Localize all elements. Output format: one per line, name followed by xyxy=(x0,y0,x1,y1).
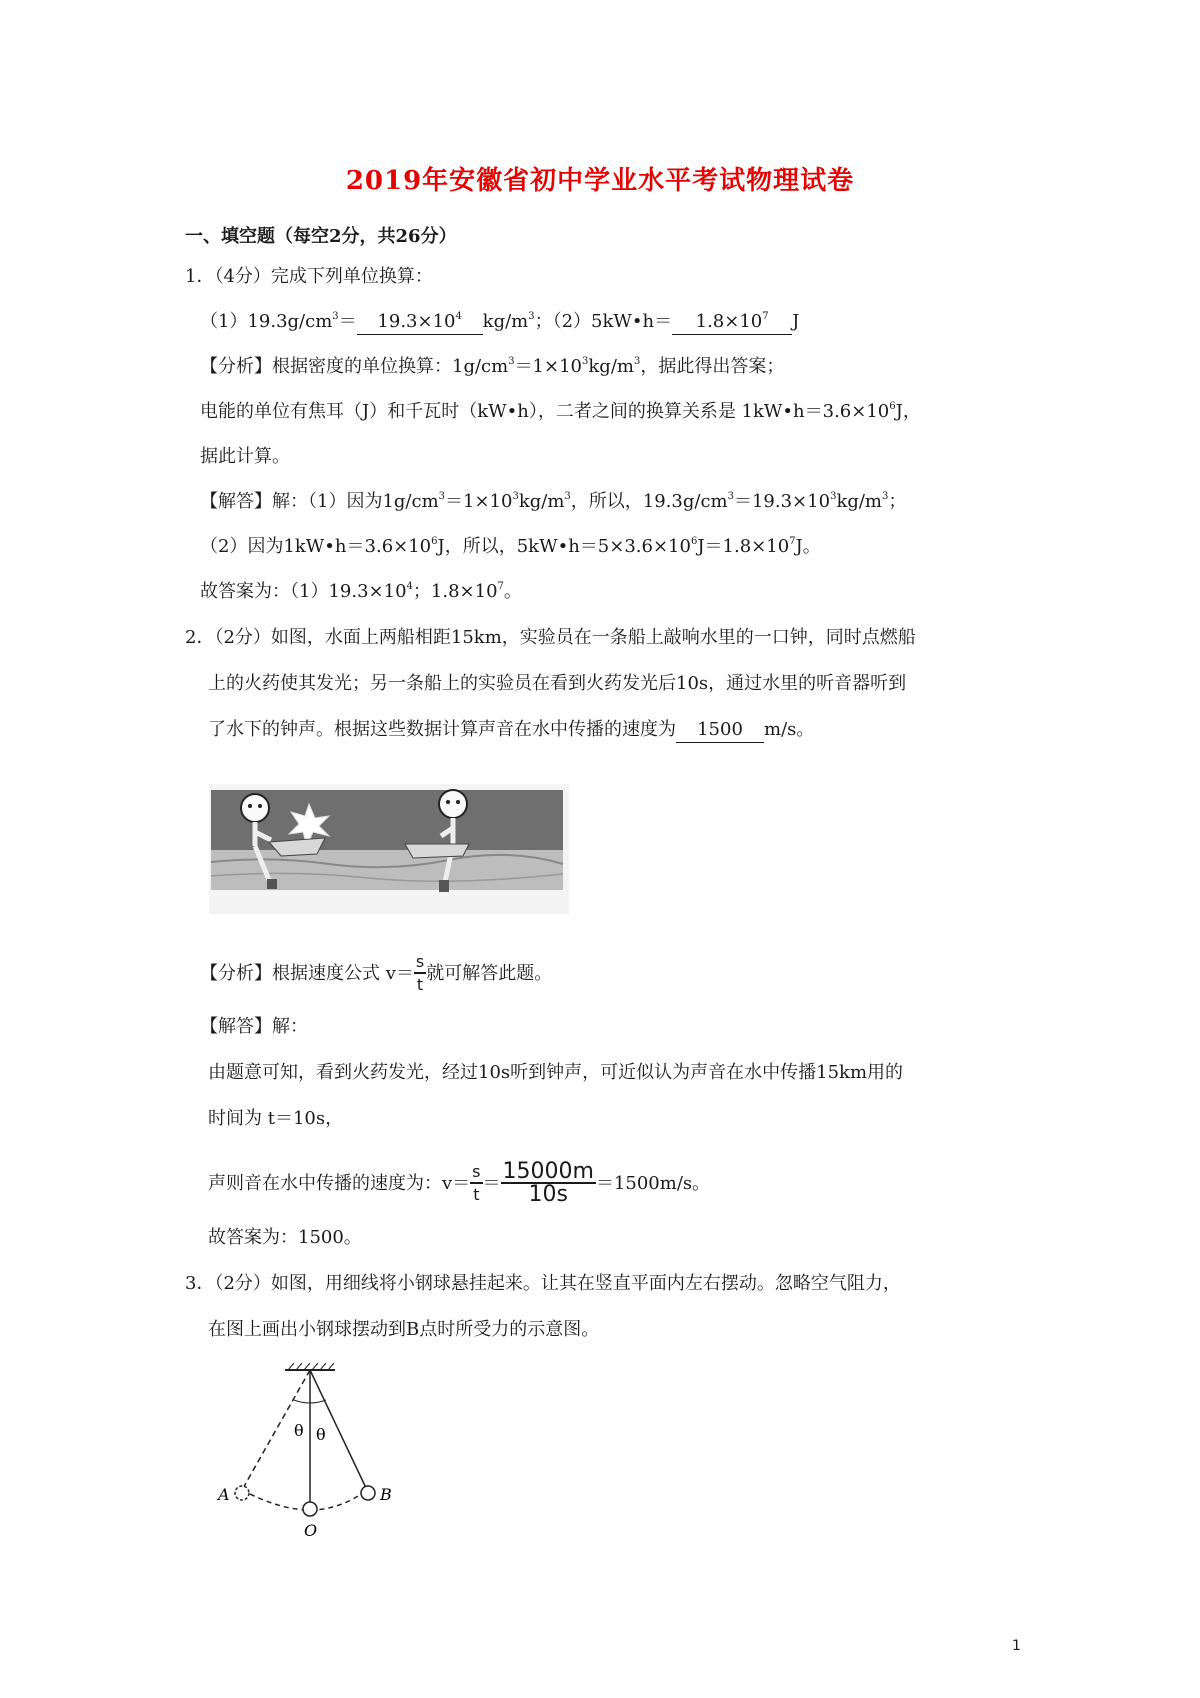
q2-stem-line2: 上的火药使其发光；另一条船上的实验员在看到火药发光后10s，通过水里的听音器听到 xyxy=(208,673,907,694)
q1-final-answer: 故答案为：$(1)19.3\times 10^4$；$1.8\times 10^7$。 xyxy=(200,581,522,602)
q1-analysis-line2: 电能的单位有焦耳（J）和千瓦时（kW•h），二者之间的换算关系是 $1kW•h=3.6\times 10^6J$， xyxy=(200,401,921,422)
q2-solution-head: 【解答】解： xyxy=(200,1016,308,1037)
q1-analysis-line1: 【分析】根据密度的单位换算：$1g/cm^3=1\times 10^3kg/m^3$，据此得出答案； xyxy=(200,356,785,377)
point-O-label: O xyxy=(304,1521,318,1540)
q2-stem-line3: 了水下的钟声。根据这些数据计算声音在水中传播的速度为 1500 m/s。 xyxy=(208,718,814,743)
q3-stem-line1: 3．（2分）如图，用细线将小钢球悬挂起来。让其在竖直平面内左右摆动。忽略空气阻力， xyxy=(185,1273,901,1294)
q1-answer-1: $19.3\times 10^4$ xyxy=(357,310,483,335)
page-title: 2019年安徽省初中学业水平考试物理试卷 xyxy=(345,166,855,196)
theta-label-left: θ xyxy=(294,1421,304,1440)
q3-stem-line2: 在图上画出小钢球摆动到B点时所受力的示意图。 xyxy=(208,1319,600,1340)
section-heading: 一、填空题（每空2分，共26分） xyxy=(185,226,457,247)
q1-analysis-line3: 据此计算。 xyxy=(200,446,290,467)
q2-final-answer: 故答案为：1500。 xyxy=(208,1227,362,1248)
q1-stem: 1．（4分）完成下列单位换算： xyxy=(185,266,433,287)
q2-solution-line3: 声则音在水中传播的速度为：v＝ $\frac{s}{t}$ ＝ $\frac{15000m}{10s}$ ＝1500m/s。 xyxy=(208,1159,711,1207)
point-A-label: A xyxy=(218,1485,230,1504)
point-B-label: B xyxy=(380,1485,392,1504)
pendulum-diagram xyxy=(210,1360,410,1540)
theta-label-right: θ xyxy=(316,1425,326,1444)
q2-solution-line1: 由题意可知，看到火药发光，经过10s听到钟声，可近似认为声音在水中传播15km用的 xyxy=(208,1062,904,1083)
page-number: 1 xyxy=(1012,1638,1021,1654)
q2-solution-line2: 时间为 t＝10s， xyxy=(208,1108,344,1129)
q2-analysis: 【分析】根据速度公式 v＝ $\frac{s}{t}$ 就可解答此题。 xyxy=(200,952,553,994)
q2-stem-line1: 2．（2分）如图，水面上两船相距15km，实验员在一条船上敲响水里的一口钟，同时点燃船 xyxy=(185,627,916,648)
q1-answer-2: $1.8\times 10^7$ xyxy=(672,310,792,335)
q1-solution-line1: 【解答】解：（1）因为$1g/cm^3=1\times 10^3kg/m^3$，所以，$19.3g/cm^3=19.3\times 10^3kg/m^3$； xyxy=(200,491,907,512)
q1-part1: $(1)19.3g/cm^3= 19.3\times 10^4$ $kg/m^3$；（2）5kW•h＝ $1.8\times 10^7$ J xyxy=(200,310,799,335)
q1-solution-line2: （2）因为$1kW•h=3.6\times 10^6J$，所以，$5kW•h=5\times 3.6\times 10^6J=1.8\times 10^7J$。 xyxy=(200,536,821,557)
speed-fraction-symbolic: $\frac{s}{t}$ xyxy=(472,1162,481,1204)
speed-fraction-numeric: $\frac{15000m}{10s}$ xyxy=(502,1159,594,1207)
speed-formula-fraction: $\frac{s}{t}$ xyxy=(415,952,425,994)
q2-answer: 1500 xyxy=(676,718,764,743)
boats-illustration xyxy=(209,784,569,914)
